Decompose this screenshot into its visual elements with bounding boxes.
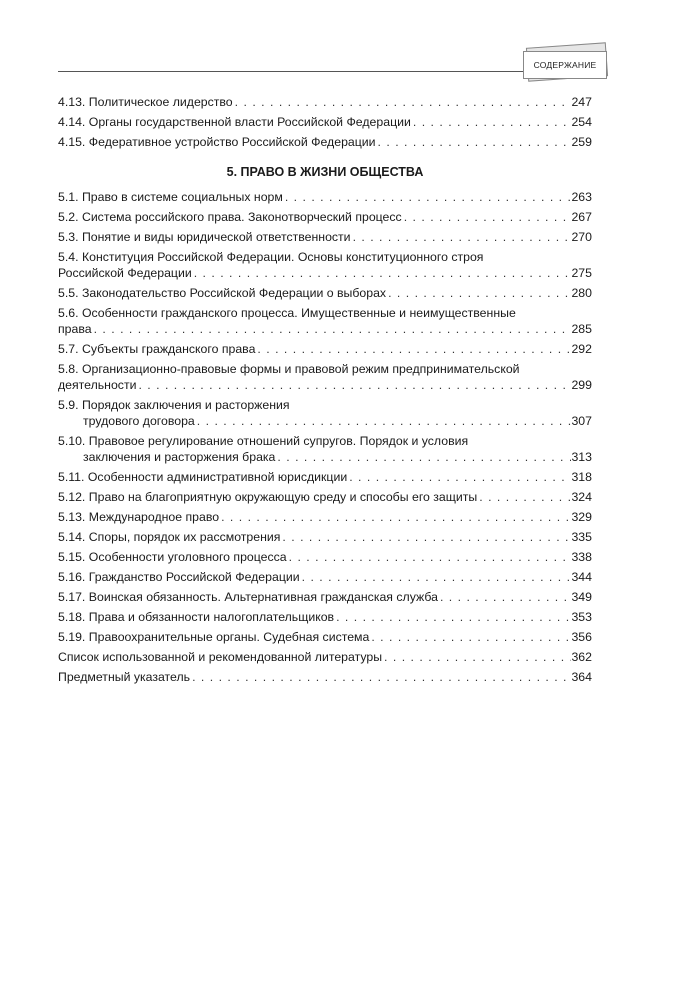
toc-entry-text-cont: права (58, 322, 92, 336)
toc-leader-dots (347, 469, 571, 485)
toc-leader-dots (92, 321, 572, 337)
toc-entry-title (58, 469, 347, 485)
toc-leader-dots (255, 341, 571, 357)
toc-entry-text: Законодательство Российской Федерации о выборах (81, 286, 387, 300)
toc-entry[interactable] (58, 569, 592, 585)
section-5-title: 5. ПРАВО В ЖИЗНИ ОБЩЕСТВА (226, 165, 424, 179)
toc-entry-title (58, 397, 290, 413)
toc-entry-title (58, 305, 516, 321)
toc-leader-dots (280, 529, 571, 545)
toc-entry-text: Организационно-правовые формы и правовой режим предпринимательской (81, 362, 520, 376)
toc-entry-number: 5.10. (58, 434, 86, 448)
toc-entry-number: 5.5. (58, 286, 79, 300)
toc-entry-number: 5.16. (58, 570, 86, 584)
toc-entry-text: Право в системе социальных норм (81, 190, 283, 204)
toc-entry-text: Особенности гражданского процесса. Имущественные и неимущественные (81, 306, 516, 320)
toc-entry-text-cont: трудового договора (83, 414, 195, 428)
toc-entry-continuation[interactable] (58, 413, 592, 429)
toc-entry-page: 318 (571, 470, 592, 484)
toc-entry-page: 285 (571, 322, 592, 336)
toc-leader-dots (233, 94, 572, 110)
toc-entry-page: 263 (571, 190, 592, 204)
toc-entry-page: 267 (571, 210, 592, 224)
toc-entry-page: 280 (571, 286, 592, 300)
toc-entry-continuation[interactable] (58, 265, 592, 281)
toc-entry[interactable] (58, 341, 592, 357)
toc-entry-text: Особенности административной юрисдикции (87, 470, 348, 484)
toc-leader-dots (136, 377, 571, 393)
toc-entry-text: Политическое лидерство (88, 95, 233, 109)
toc-entry-page: 299 (571, 378, 592, 392)
toc-entry-text: Субъекты гражданского права (81, 342, 256, 356)
toc-entry-text: Права и обязанности налогоплательщиков (88, 610, 335, 624)
toc-entry-number: 5.12. (58, 490, 86, 504)
toc-entry-title (58, 189, 283, 205)
toc-entry-text: Воинская обязанность. Альтернативная гражданская служба (88, 590, 438, 604)
toc-entry[interactable] (58, 229, 592, 245)
toc-entry-title (58, 669, 190, 685)
toc-entry-title (58, 341, 255, 357)
toc-leader-dots (334, 609, 571, 625)
toc-entry-title (58, 134, 376, 150)
toc-entry-page: 362 (571, 650, 592, 664)
toc-entry-number: 5.1. (58, 190, 79, 204)
toc-entry-title (58, 549, 287, 565)
toc-entry-text: Споры, порядок их рассмотрения (88, 530, 281, 544)
toc-entry-text: Международное право (88, 510, 220, 524)
toc-entry-text: Право на благоприятную окружающую среду и способы его защиты (88, 490, 478, 504)
toc-leader-dots (287, 549, 572, 565)
toc-entry-page: 329 (571, 510, 592, 524)
toc-leader-dots (195, 413, 572, 429)
toc-entry-text: Предметный указатель (58, 670, 191, 684)
toc-entry-number: 5.4. (58, 250, 79, 264)
toc-leader-dots (369, 629, 571, 645)
toc-entry[interactable] (58, 209, 592, 225)
toc-entry[interactable] (58, 134, 592, 150)
toc-entry-page: 292 (571, 342, 592, 356)
toc-entry-number: 5.15. (58, 550, 86, 564)
toc-entry-title (58, 589, 438, 605)
toc-leader-dots (411, 114, 572, 130)
toc-entry-number: 5.11. (58, 470, 85, 484)
toc-leader-dots (402, 209, 572, 225)
toc-entry-page: 275 (571, 266, 592, 280)
toc-entry-page: 353 (571, 610, 592, 624)
toc-entry-title (58, 229, 351, 245)
toc-leader-dots (351, 229, 572, 245)
toc-leader-dots (190, 669, 571, 685)
toc-entry-text: Правовое регулирование отношений супругов. Порядок и условия (88, 434, 469, 448)
toc-entry[interactable] (58, 361, 592, 377)
toc-entry[interactable] (58, 469, 592, 485)
toc-entry-text: Конституция Российской Федерации. Основы конституционного строя (81, 250, 484, 264)
toc-entry-text: Порядок заключения и расторжения (81, 398, 290, 412)
toc-group-chapter-4 (58, 94, 592, 150)
toc-entry-number: 5.8. (58, 362, 79, 376)
toc-entry[interactable] (58, 433, 592, 449)
toc-leader-dots (283, 189, 572, 205)
toc-entry-page: 349 (571, 590, 592, 604)
toc-entry-number: 5.19. (58, 630, 86, 644)
toc-entry-text-cont: заключения и расторжения брака (83, 450, 276, 464)
toc-entry-text: Федеративное устройство Российской Федерации (88, 135, 376, 149)
toc-group-back-matter (58, 649, 592, 685)
toc-entry-text: Список использованной и рекомендованной литературы (58, 650, 383, 664)
toc-entry-text: Система российского права. Законотворческий процесс (81, 210, 402, 224)
toc-entry-title (58, 649, 382, 665)
toc-entry-text: Особенности уголовного процесса (88, 550, 287, 564)
toc-entry-text: Гражданство Российской Федерации (88, 570, 300, 584)
toc-entry-title (58, 361, 520, 377)
toc-entry-title (58, 285, 386, 301)
toc-leader-dots (386, 285, 571, 301)
toc-entry-title (58, 609, 334, 625)
toc-leader-dots (382, 649, 571, 665)
toc-entry[interactable] (58, 189, 592, 205)
toc-entry-number: 4.14. (58, 115, 86, 129)
toc-entry-title (58, 569, 300, 585)
toc-entry-page: 307 (571, 414, 592, 428)
toc-entry-page: 259 (571, 135, 592, 149)
toc-entry-title (58, 433, 468, 449)
toc-entry-title (58, 629, 369, 645)
toc-entry-continuation[interactable] (58, 449, 592, 465)
toc-entry-page: 324 (571, 490, 592, 504)
toc-leader-dots (192, 265, 572, 281)
toc-entry-page: 313 (571, 450, 592, 464)
toc-leader-dots (438, 589, 572, 605)
toc-entry[interactable] (58, 285, 592, 301)
toc-entry[interactable] (58, 629, 592, 645)
toc-entry[interactable] (58, 549, 592, 565)
toc-entry-number: 5.18. (58, 610, 86, 624)
toc-entry[interactable] (58, 649, 592, 665)
toc-entry[interactable] (58, 669, 592, 685)
toc-entry-continuation[interactable] (58, 377, 592, 393)
toc-entry-title (58, 489, 477, 505)
toc-entry-number: 5.7. (58, 342, 79, 356)
toc-entry-number: 4.13. (58, 95, 86, 109)
toc-entry-page: 364 (571, 670, 592, 684)
toc-entry-number: 5.13. (58, 510, 86, 524)
toc-entry[interactable] (58, 489, 592, 505)
toc-entry-number: 4.15. (58, 135, 86, 149)
toc-entry-title (58, 94, 233, 110)
toc-entry-number: 5.6. (58, 306, 79, 320)
toc-entry[interactable] (58, 249, 592, 265)
toc-entry-number: 5.3. (58, 230, 79, 244)
toc-entry-page: 270 (571, 230, 592, 244)
contents-tab-label[interactable]: СОДЕРЖАНИЕ (523, 51, 607, 79)
toc-entry-title (58, 209, 402, 225)
table-of-contents (58, 94, 592, 689)
toc-entry-title (58, 249, 483, 265)
toc-entry-page: 356 (571, 630, 592, 644)
contents-tab[interactable] (523, 45, 607, 79)
toc-entry-title (58, 509, 219, 525)
toc-entry-text: Правоохранительные органы. Судебная система (88, 630, 370, 644)
toc-entry-page: 335 (571, 530, 592, 544)
toc-entry-number: 5.17. (58, 590, 86, 604)
toc-entry[interactable] (58, 529, 592, 545)
toc-leader-dots (477, 489, 571, 505)
toc-entry[interactable] (58, 509, 592, 525)
toc-leader-dots (300, 569, 572, 585)
toc-leader-dots (275, 449, 571, 465)
toc-entry-text: Понятие и виды юридической ответственности (81, 230, 351, 244)
toc-entry-text-cont: Российской Федерации (58, 266, 192, 280)
toc-entry[interactable] (58, 114, 592, 130)
toc-entry-number: 5.14. (58, 530, 86, 544)
toc-entry[interactable] (58, 305, 592, 321)
toc-entry-page: 247 (571, 95, 592, 109)
toc-leader-dots (219, 509, 571, 525)
toc-leader-dots (376, 134, 572, 150)
toc-entry[interactable] (58, 94, 592, 110)
toc-entry[interactable] (58, 397, 592, 413)
toc-entry-title (58, 114, 411, 130)
toc-entry-text-cont: деятельности (58, 378, 137, 392)
toc-entry-page: 338 (571, 550, 592, 564)
toc-entry-page: 344 (571, 570, 592, 584)
toc-group-chapter-5 (58, 189, 592, 645)
toc-entry-continuation[interactable] (58, 321, 592, 337)
toc-entry-text: Органы государственной власти Российской Федерации (88, 115, 411, 129)
toc-entry-page: 254 (571, 115, 592, 129)
toc-entry[interactable] (58, 589, 592, 605)
toc-entry-title (58, 529, 280, 545)
toc-entry[interactable] (58, 609, 592, 625)
toc-entry-number: 5.2. (58, 210, 79, 224)
toc-entry-number: 5.9. (58, 398, 79, 412)
